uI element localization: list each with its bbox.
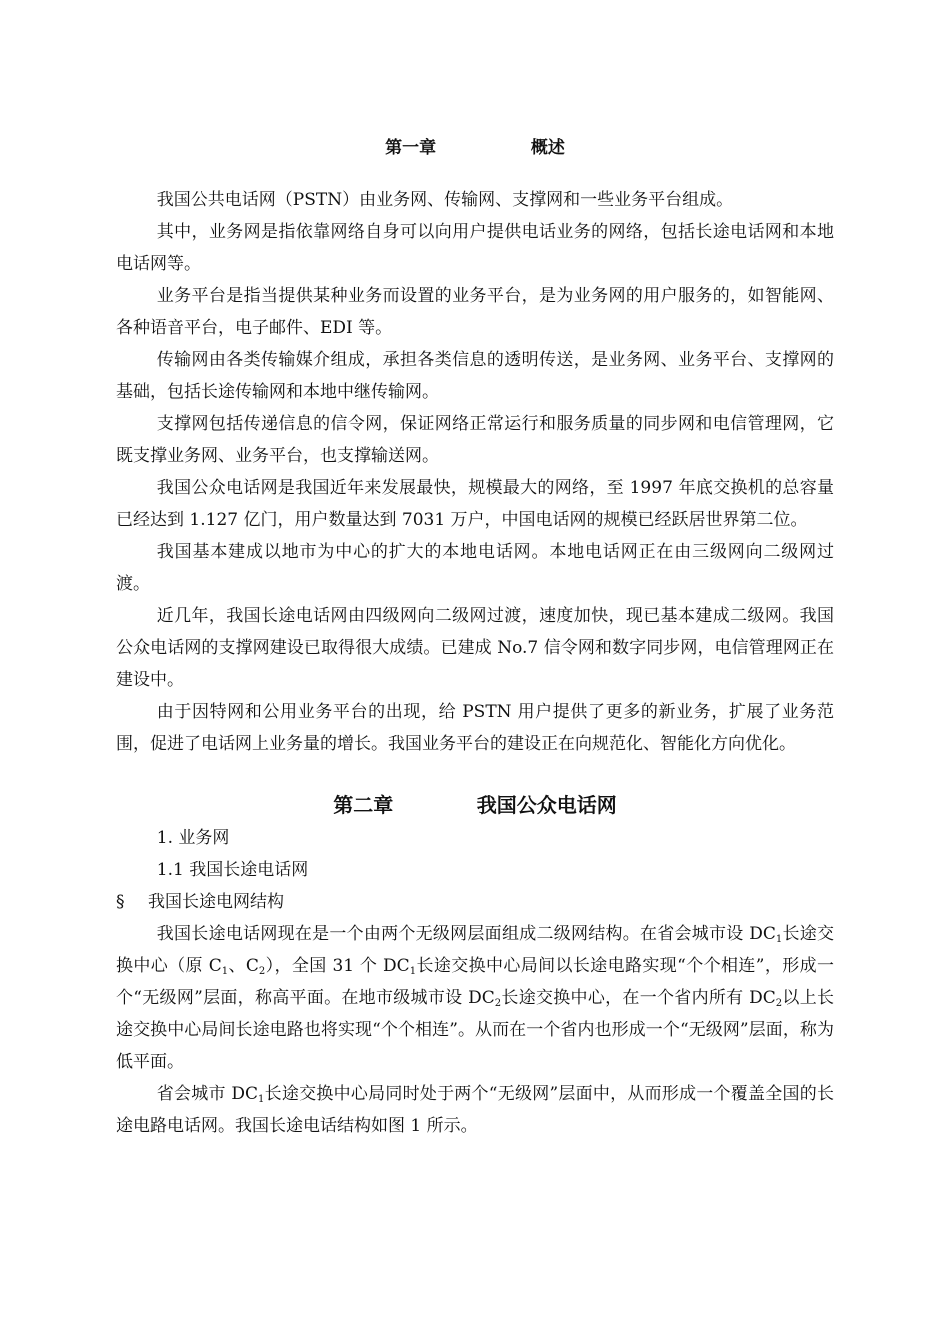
text-run: 长途交换中心局同时处于两个“无级网”层面中，从而形成一个覆盖全国的长途电路电话网。我国长途电话结构如图 1 所示。 xyxy=(116,1084,834,1136)
chapter-1-title: 第一章 概述 xyxy=(385,138,565,158)
section-sign-icon: § xyxy=(116,892,125,912)
subscript: 1 xyxy=(409,966,417,977)
subscript: 1 xyxy=(775,934,783,945)
text-run: 长途交换中心局间以长途电路实现“个个相连”，形成一个“无级网”层面，称高平面。在地市级城市设 DC xyxy=(116,956,835,1008)
paragraph: 其中，业务网是指依靠网络自身可以向用户提供电话业务的网络，包括长途电话网和本地电话网等。 xyxy=(116,222,834,274)
paragraph: 业务平台是指当提供某种业务而设置的业务平台，是为业务网的用户服务的，如智能网、各种语音平台，电子邮件、EDI 等。 xyxy=(116,286,834,338)
paragraph xyxy=(116,918,834,1078)
paragraph xyxy=(116,1078,834,1142)
text-run: 以上长途交换中心局间长途电路也将实现“个个相连”。从而在一个省内也形成一个“无级网”层面，称为低平面。 xyxy=(116,988,835,1072)
paragraph: 传输网由各类传输媒介组成，承担各类信息的透明传送，是业务网、业务平台、支撑网的基础，包括长途传输网和本地中继传输网。 xyxy=(116,350,834,402)
chapter-2-title: 第二章 我国公众电话网 xyxy=(333,793,617,817)
subscript: 2 xyxy=(258,966,266,977)
text-run: 、C xyxy=(228,956,259,976)
bullet-text: 我国长途电网结构 xyxy=(148,892,284,912)
text-run: 我国长途电话网现在是一个由两个无级网层面组成二级网结构。在省会城市设 DC xyxy=(156,924,776,944)
paragraph: 我国公众电话网是我国近年来发展最快，规模最大的网络，至 1997 年底交换机的总容量已经达到 1.127 亿门，用户数量达到 7031 万户，中国电话网的规模已经跃居世界第二位。 xyxy=(116,478,834,530)
paragraph: 由于因特网和公用业务平台的出现，给 PSTN 用户提供了更多的新业务，扩展了业务范围，促进了电话网上业务量的增长。我国业务平台的建设正在向规范化、智能化方向优化。 xyxy=(116,702,834,754)
paragraph: 我国公共电话网（PSTN）由业务网、传输网、支撑网和一些业务平台组成。 xyxy=(156,190,734,210)
subscript: 2 xyxy=(494,998,502,1009)
subsection-heading: 1.1 我国长途电话网 xyxy=(156,860,309,880)
section-heading: 1. 业务网 xyxy=(156,828,230,848)
subscript: 1 xyxy=(258,1094,265,1105)
paragraph: 我国基本建成以地市为中心的扩大的本地电话网。本地电话网正在由三级网向二级网过渡。 xyxy=(116,542,834,594)
text-run: 长途交换中心（原 C xyxy=(116,924,835,976)
paragraph: 近几年，我国长途电话网由四级网向二级网过渡，速度加快，现已基本建成二级网。我国公众电话网的支撑网建设已取得很大成绩。已建成 No.7 信令网和数字同步网，电信管理网正在建设中。 xyxy=(116,606,834,690)
subscript: 1 xyxy=(221,966,229,977)
paragraph: 支撑网包括传递信息的信令网，保证网络正常运行和服务质量的同步网和电信管理网，它既支撑业务网、业务平台，也支撑输送网。 xyxy=(116,414,834,466)
bullet-item xyxy=(116,886,834,918)
document-page xyxy=(116,134,834,1142)
text-run: ），全国 31 个 DC xyxy=(265,956,410,976)
text-run: 长途交换中心，在一个省内所有 DC xyxy=(501,988,776,1008)
text-run: 省会城市 DC xyxy=(156,1084,259,1104)
subscript: 2 xyxy=(775,998,783,1009)
